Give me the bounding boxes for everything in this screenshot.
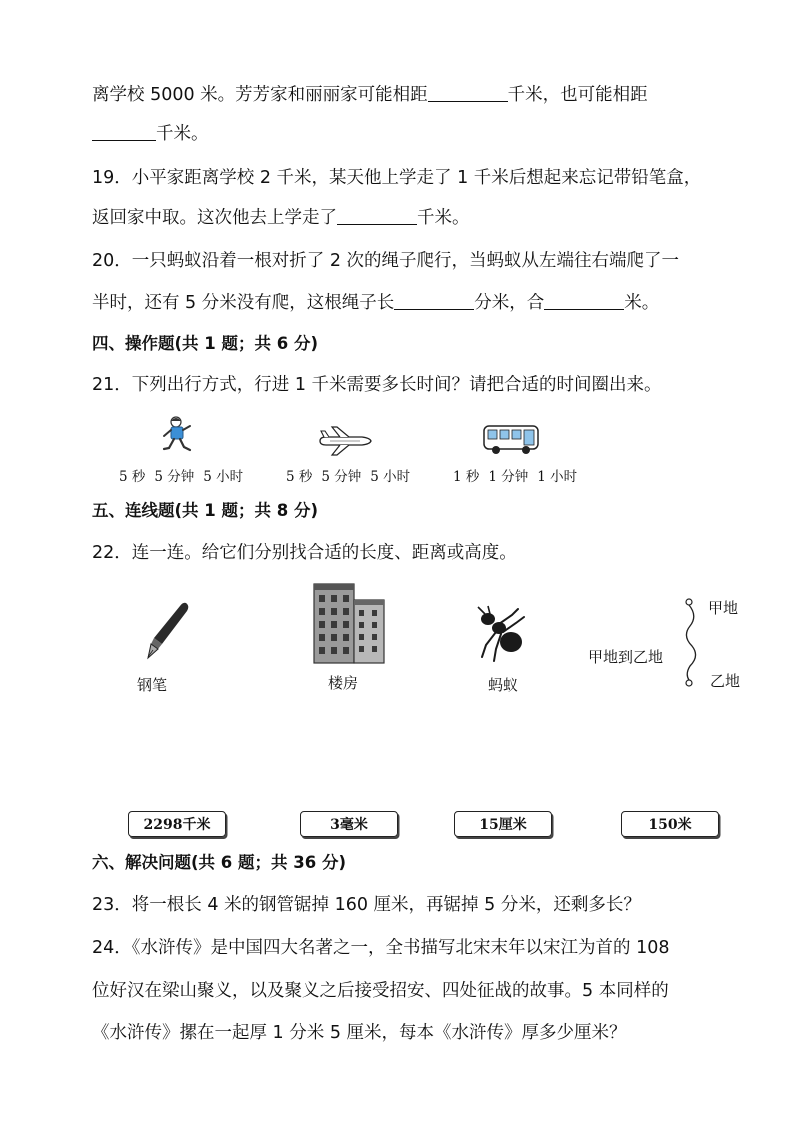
ant-icon bbox=[472, 605, 528, 663]
q24-line2: 位好汉在梁山聚义，以及聚义之后接受招安、四处征战的故事。5 本同样的 bbox=[92, 981, 669, 1001]
q21-options-plane bbox=[286, 465, 419, 485]
option[interactable]: 5 秒 bbox=[286, 469, 313, 485]
q24-line3: 《水浒传》摞在一起厚 1 分米 5 厘米，每本《水浒传》厚多少厘米？ bbox=[92, 1023, 627, 1043]
q20-blank-2[interactable] bbox=[544, 291, 624, 310]
section5-heading: 五、连线题(共 1 题；共 8 分) bbox=[92, 501, 319, 520]
q20-blank-1[interactable] bbox=[394, 291, 474, 310]
building-icon bbox=[312, 580, 386, 664]
answer-box[interactable]: 15厘米 bbox=[454, 811, 552, 837]
option[interactable]: 1 秒 bbox=[453, 469, 480, 485]
q23-text: 23．将一根长 4 米的钢管锯掉 160 厘米，再锯掉 5 分米，还剩多长？ bbox=[92, 895, 641, 915]
answer-box[interactable]: 3毫米 bbox=[300, 811, 398, 837]
q19-line1: 19．小平家距离学校 2 千米，某天他上学走了 1 千米后想起来忘记带铅笔盒， bbox=[92, 168, 702, 188]
item-label-route: 甲地到乙地 bbox=[588, 648, 664, 666]
q22-text: 22．连一连。给它们分别找合适的长度、距离或高度。 bbox=[92, 543, 517, 563]
option[interactable]: 1 小时 bbox=[537, 469, 578, 485]
option[interactable]: 5 分钟 bbox=[321, 469, 362, 485]
airplane-icon bbox=[318, 426, 372, 456]
q21-options-bus bbox=[453, 465, 586, 485]
bus-icon bbox=[482, 424, 540, 456]
option[interactable]: 5 秒 bbox=[119, 469, 146, 485]
q20-line1: 20．一只蚂蚁沿着一根对折了 2 次的绳子爬行，当蚂蚁从左端往右端爬了一 bbox=[92, 251, 680, 271]
option[interactable]: 5 分钟 bbox=[154, 469, 195, 485]
q24-line1: 24．《水浒传》是中国四大名著之一，全书描写北宋末年以宋江为首的 108 bbox=[92, 938, 670, 958]
q18-blank-2[interactable] bbox=[92, 122, 156, 141]
q18-text-b: 千米，也可能相距 bbox=[507, 85, 648, 105]
q19-text-a: 返回家中取。这次他去上学走了 bbox=[92, 208, 337, 228]
q20-line2 bbox=[92, 291, 659, 315]
q19-line2 bbox=[92, 206, 470, 230]
fountain-pen-icon bbox=[140, 600, 192, 660]
q18-line1 bbox=[92, 83, 648, 107]
option[interactable]: 5 小时 bbox=[370, 469, 411, 485]
item-label-pen: 钢笔 bbox=[137, 676, 168, 694]
q19-text-b: 千米。 bbox=[417, 208, 470, 228]
section6-heading: 六、解决问题(共 6 题；共 36 分) bbox=[92, 853, 347, 872]
q19-blank[interactable] bbox=[337, 206, 417, 225]
section4-heading: 四、操作题(共 1 题；共 6 分) bbox=[92, 334, 319, 353]
q21-options-run bbox=[119, 465, 252, 485]
option[interactable]: 1 分钟 bbox=[488, 469, 529, 485]
q18-text-c: 千米。 bbox=[156, 124, 209, 144]
item-label-ant: 蚂蚁 bbox=[488, 676, 519, 694]
answer-box[interactable]: 150米 bbox=[621, 811, 719, 837]
q21-text: 21．下列出行方式，行进 1 千米需要多长时间？请把合适的时间圈出来。 bbox=[92, 375, 662, 395]
answer-box[interactable]: 2298千米 bbox=[128, 811, 226, 837]
q20-text-a: 半时，还有 5 分米没有爬，这根绳子长 bbox=[92, 293, 395, 313]
running-boy-icon bbox=[160, 416, 194, 456]
q18-line2 bbox=[92, 122, 209, 146]
option[interactable]: 5 小时 bbox=[203, 469, 244, 485]
q18-blank-1[interactable] bbox=[428, 83, 508, 102]
q18-text-a: 离学校 5000 米。芳芳家和丽丽家可能相距 bbox=[92, 85, 428, 105]
route-map-icon bbox=[680, 596, 702, 688]
item-label-building: 楼房 bbox=[328, 674, 359, 692]
q20-text-b: 分米，合 bbox=[474, 293, 545, 313]
q20-text-c: 米。 bbox=[624, 293, 660, 313]
map-point-a: 甲地 bbox=[708, 599, 739, 617]
map-point-b: 乙地 bbox=[710, 672, 741, 690]
